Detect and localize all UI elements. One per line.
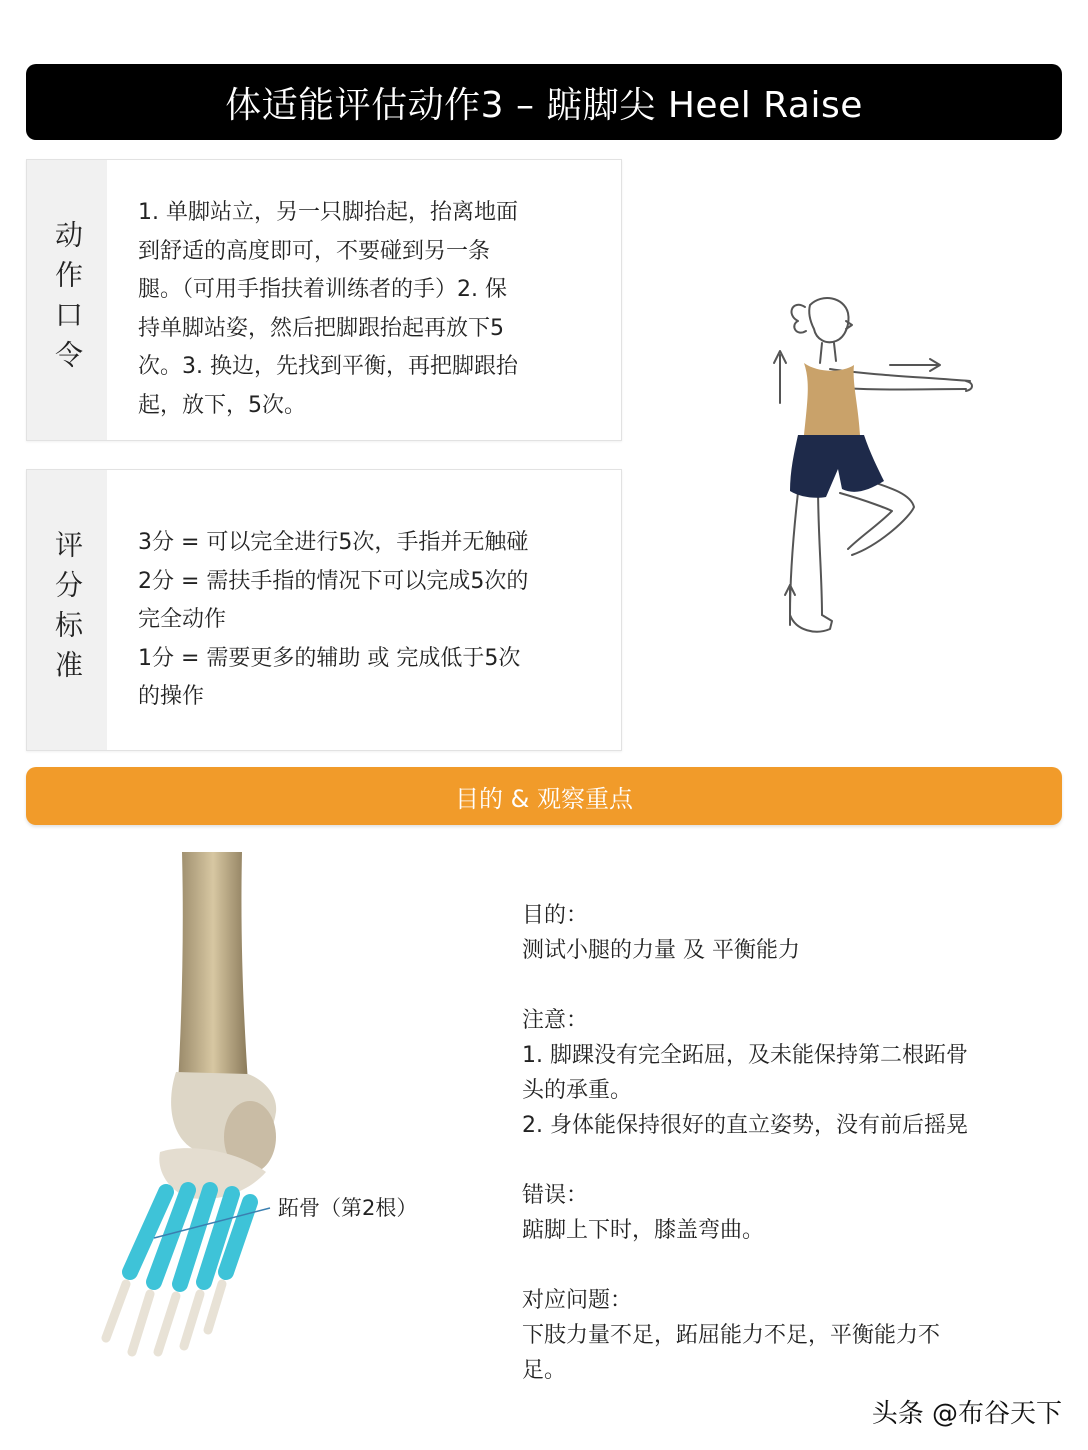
instructions-line: 起，放下，5次。 xyxy=(138,392,306,418)
scoring-line: 3分 = 可以完全进行5次，手指并无触碰 xyxy=(138,530,529,555)
notes-line: 1. 脚踝没有完全跖屈，及未能保持第二根跖骨 xyxy=(522,1043,968,1068)
metatarsal-callout-label: 跖骨（第2根） xyxy=(278,1196,418,1220)
problems-line: 下肢力量不足，跖屈能力不足，平衡能力不 xyxy=(522,1323,941,1348)
purpose-text: 测试小腿的力量 及 平衡能力 xyxy=(522,938,800,963)
scoring-line: 完全动作 xyxy=(138,607,227,632)
notes-label: 注意： xyxy=(522,1008,589,1033)
problems-label: 对应问题： xyxy=(522,1288,633,1313)
errors-text: 踮脚上下时，膝盖弯曲。 xyxy=(522,1218,765,1243)
section-title: 目的 & 观察重点 xyxy=(455,784,633,813)
instructions-line: 次。3. 换边，先找到平衡，再把脚跟抬 xyxy=(138,354,518,379)
instructions-text xyxy=(138,194,608,425)
details-text xyxy=(522,898,1052,1388)
scoring-line: 2分 = 需扶手指的情况下可以完成5次的 xyxy=(138,568,529,594)
instructions-line: 持单脚站姿，然后把脚跟抬起再放下5 xyxy=(138,315,504,341)
title-banner xyxy=(26,64,1062,140)
foot-anatomy-illustration xyxy=(70,852,430,1372)
instructions-line: 到舒适的高度即可，不要碰到另一条 xyxy=(138,238,491,264)
instructions-line: 1. 单脚站立，另一只脚抬起，抬离地面 xyxy=(138,200,518,225)
section-header-bar xyxy=(26,767,1062,825)
errors-label: 错误： xyxy=(522,1183,589,1208)
page-title: 体适能评估动作3 – 踮脚尖 Heel Raise xyxy=(225,84,863,126)
scoring-line: 的操作 xyxy=(138,684,205,709)
scoring-side-panel xyxy=(27,470,107,750)
watermark: 头条 @布谷天下 xyxy=(871,1399,1062,1429)
instructions-side-panel xyxy=(27,160,107,440)
notes-line: 2. 身体能保持很好的直立姿势，没有前后摇晃 xyxy=(522,1113,968,1138)
scoring-line: 1分 = 需要更多的辅助 或 完成低于5次 xyxy=(138,645,521,671)
instructions-line: 腿。（可用手指扶着训练者的手）2. 保 xyxy=(138,277,507,302)
problems-line: 足。 xyxy=(522,1358,567,1383)
scoring-label: 评分标准 xyxy=(51,530,84,690)
purpose-label: 目的： xyxy=(522,903,589,928)
instructions-label: 动作口令 xyxy=(51,220,84,380)
notes-line: 头的承重。 xyxy=(522,1078,633,1103)
scoring-text xyxy=(138,524,608,717)
heel-raise-figure-illustration xyxy=(760,285,990,645)
